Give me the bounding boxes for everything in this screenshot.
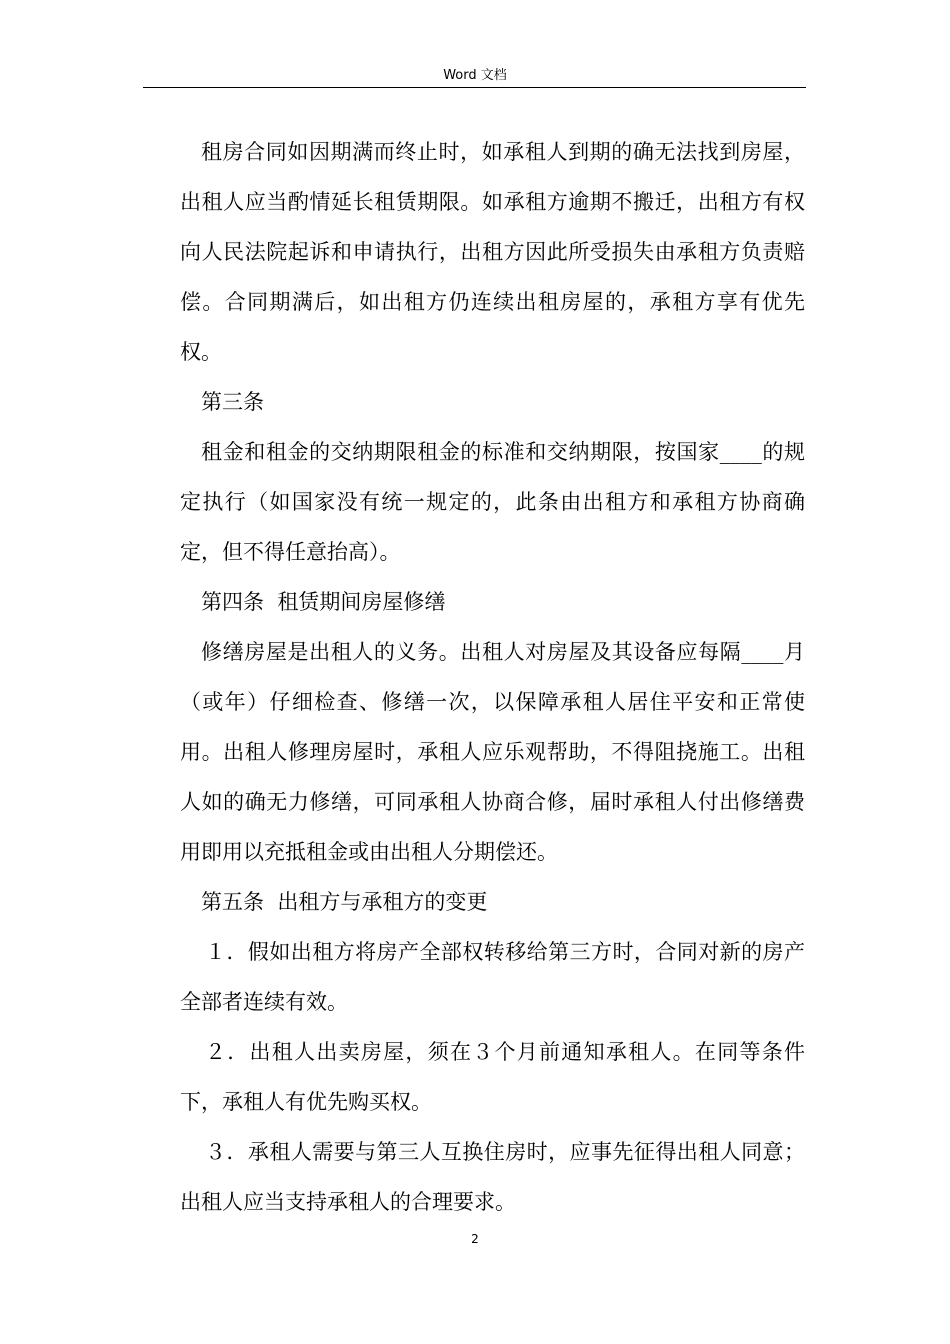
paragraph-lease-expiry: 租房合同如因期满而终止时，如承租人到期的确无法找到房屋，出租人应当酌情延长租赁期限。如承租方逾期不搬迁，出租方有权向人民法院起诉和申请执行，出租方因此所受损失由承租方负责赔偿。合同期满后，如出租方仍连续出租房屋的，承租方享有优先权。 — [180, 140, 805, 364]
paragraph-repairs: 修缮房屋是出租人的义务。出租人对房屋及其设备应每隔____月（或年）仔细检查、修缮一次，以保障承租人居住平安和正常使用。出租人修理房屋时，承租人应乐观帮助，不得阻挠施工。出租人如的确无力修缮，可同承租人协商合修，届时承租人付出修缮费用即用以充抵租金或由出租人分期偿还。 — [180, 640, 805, 864]
page-number: 2 — [471, 1232, 479, 1246]
list-item-3: ３．承租人需要与第三人互换住房时，应事先征得出租人同意；出租人应当支持承租人的合理要求。 — [180, 1140, 805, 1214]
document-body — [180, 127, 805, 1227]
list-item-2: ２．出租人出卖房屋，须在３个月前通知承租人。在同等条件下，承租人有优先购买权。 — [180, 1040, 805, 1114]
header-divider — [143, 87, 806, 88]
article-5-heading: 第五条 出租方与承租方的变更 — [201, 890, 488, 914]
article-4-heading: 第四条 租赁期间房屋修缮 — [201, 590, 446, 614]
article-3-heading: 第三条 — [201, 390, 264, 414]
paragraph-rent-terms: 租金和租金的交纳期限租金的标准和交纳期限，按国家____的规定执行（如国家没有统一规定的，此条由出租方和承租方协商确定，但不得任意抬高）。 — [180, 440, 805, 564]
list-item-1: １．假如出租方将房产全部权转移给第三方时，合同对新的房产全部者连续有效。 — [180, 940, 805, 1014]
header-title: Word 文档 — [443, 68, 507, 83]
